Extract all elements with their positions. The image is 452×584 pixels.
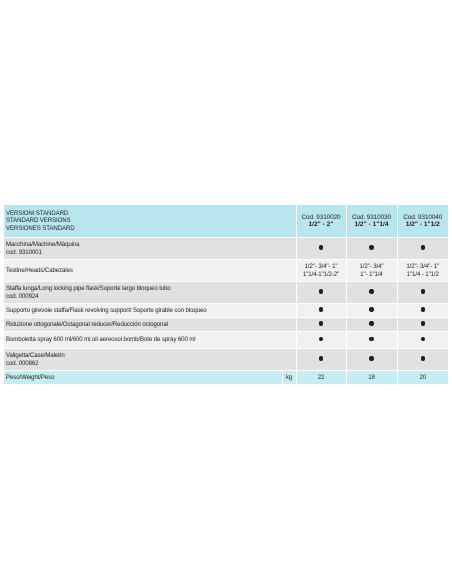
weight-value: 20 <box>397 371 448 385</box>
bullet-icon <box>346 282 397 304</box>
bullet-icon <box>346 332 397 349</box>
column-size: 1/2" - 1"1/4 <box>354 221 389 228</box>
header-line: VERSIONES STANDARD <box>6 224 75 232</box>
row-description: Bomboletta spray 600 ml/600 ml oil aereosol bomb/Bote de spray 600 ml <box>4 332 296 349</box>
bullet-icon <box>397 349 448 371</box>
bullet-icon <box>296 349 346 371</box>
table-row <box>4 304 448 318</box>
table-row <box>4 282 448 304</box>
column-header-9310030 <box>346 205 397 238</box>
weight-value: 22 <box>296 371 346 385</box>
header-title <box>4 205 296 238</box>
header-line: VERSIONI STANDARD <box>6 209 69 217</box>
bullet-icon <box>397 282 448 304</box>
table-row <box>4 349 448 371</box>
table-header-row <box>4 205 448 238</box>
standard-versions-table <box>4 205 448 385</box>
table-row <box>4 260 448 282</box>
head-sizes-cell: 1/2"- 3/4"- 1" 1"1/4-1"1/2-2" <box>296 260 346 282</box>
bullet-icon <box>296 282 346 304</box>
column-size: 1/2" - 2" <box>308 221 334 228</box>
bullet-icon <box>296 318 346 332</box>
weight-value: 18 <box>346 371 397 385</box>
head-sizes-cell: 1/2"- 3/4"- 1" 1"1/4 - 1"1/2 <box>397 260 448 282</box>
row-description: Valigetta/Case/Maletín cod. 000862 <box>4 349 296 371</box>
bullet-icon <box>296 238 346 260</box>
column-header-9310020 <box>296 205 346 238</box>
column-size: 1/2" - 1"1/2 <box>405 221 440 228</box>
header-line: STANDARD VERSIONS <box>6 217 71 225</box>
bullet-icon <box>397 304 448 318</box>
weight-row <box>4 371 448 385</box>
bullet-icon <box>296 332 346 349</box>
bullet-icon <box>346 304 397 318</box>
row-description: Staffa lunga/Long locking pipe flask/Soporte largo bloqueo tubo cod. 000924 <box>4 282 296 304</box>
head-sizes-cell: 1/2"- 3/4" 1"- 1"1/4 <box>346 260 397 282</box>
bullet-icon <box>397 238 448 260</box>
bullet-icon <box>346 349 397 371</box>
column-header-9310040 <box>397 205 448 238</box>
bullet-icon <box>397 318 448 332</box>
table-row <box>4 238 448 260</box>
weight-unit: kg <box>282 371 296 385</box>
bullet-icon <box>346 318 397 332</box>
bullet-icon <box>397 332 448 349</box>
table-row <box>4 318 448 332</box>
bullet-icon <box>296 304 346 318</box>
row-description: Riduzione ottogonale/Octagonal reducer/Reducción octogonal <box>4 318 296 332</box>
column-code: Cod. 9310020 <box>301 213 341 221</box>
row-description: Supporto girevole staffa/Flask revolving support/ Soporte girable con bloqueo <box>4 304 296 318</box>
column-code: Cod. 9310040 <box>403 213 443 221</box>
row-description: Testine/Heads/Cabezales <box>4 260 296 282</box>
column-code: Cod. 9310030 <box>352 213 391 221</box>
weight-label: Peso/Weight/Peso <box>4 371 282 385</box>
row-description: Macchina/Machine/Máquina cod. 9310001 <box>4 238 296 260</box>
table-row <box>4 332 448 349</box>
bullet-icon <box>346 238 397 260</box>
